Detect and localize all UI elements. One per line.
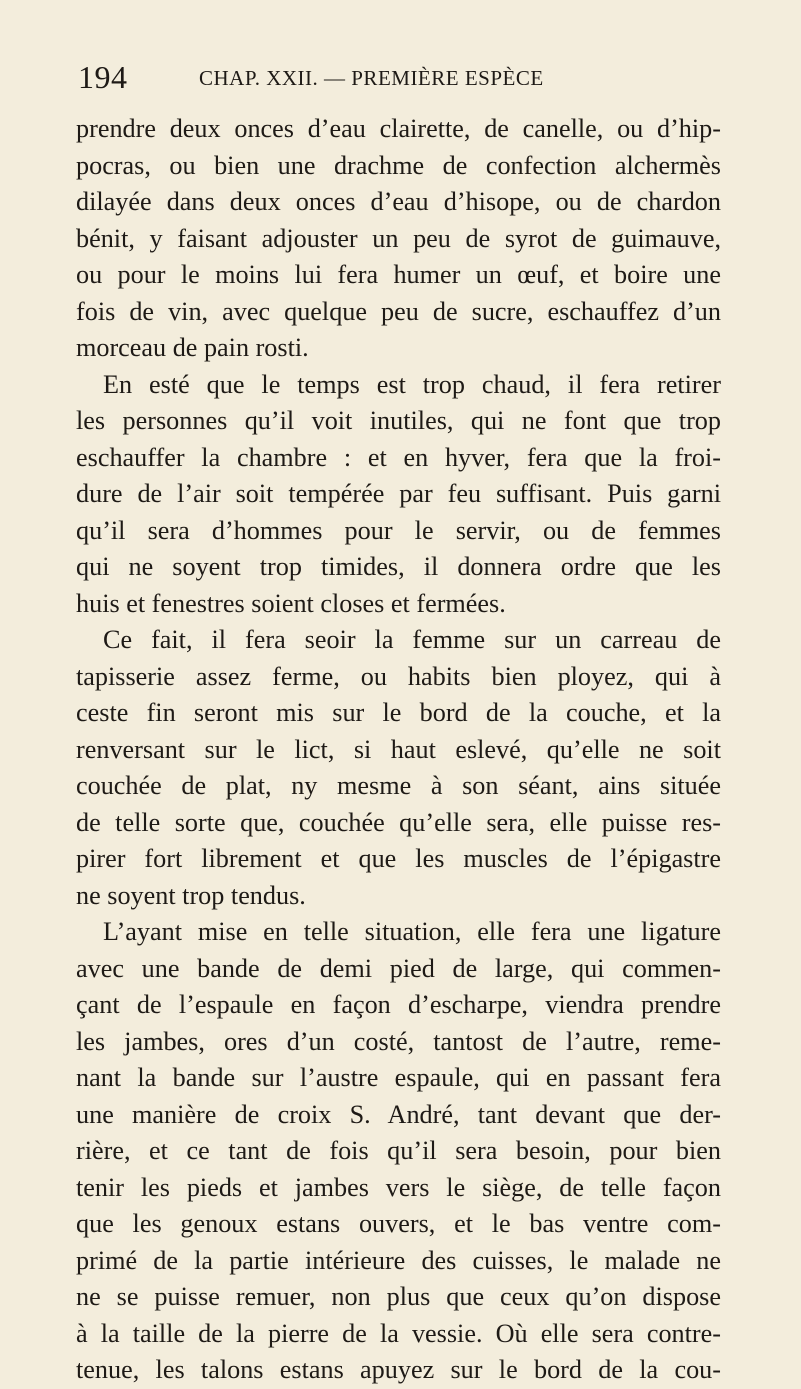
text-line: tenue, les talons estans apuyez sur le bord de la cou- bbox=[76, 1355, 721, 1384]
text-line: dilayée dans deux onces d’eau d’hisope, ou de chardon bbox=[76, 187, 721, 216]
text-line: primé de la partie intérieure des cuisses, le malade ne bbox=[76, 1245, 721, 1275]
text-line: pirer fort librement et que les muscles de l’épigastre bbox=[76, 844, 721, 873]
paragraph bbox=[76, 111, 721, 367]
text-line: que les genoux estans ouvers, et le bas ventre com- bbox=[76, 1209, 721, 1238]
text-line: ceste fin seront mis sur le bord de la couche, et la bbox=[76, 698, 721, 727]
text-line: tapisserie assez ferme, ou habits bien ployez, qui à bbox=[76, 661, 721, 691]
body-text bbox=[76, 111, 721, 1389]
text-line: eschauffer la chambre : et en hyver, fera que la froi- bbox=[76, 442, 721, 472]
text-line: à la taille de la pierre de la vessie. Où elle sera contre- bbox=[76, 1318, 721, 1348]
text-line: tenir les pieds et jambes vers le siège, de telle façon bbox=[76, 1172, 721, 1202]
text-line: ne soyent trop tendus. bbox=[76, 880, 306, 910]
text-line: rière, et ce tant de fois qu’il sera besoin, pour bien bbox=[76, 1136, 721, 1165]
paragraph bbox=[76, 914, 721, 1389]
text-line: renversant sur le lict, si haut eslevé, qu’elle ne soit bbox=[76, 734, 721, 764]
text-line: prendre deux onces d’eau clairette, de canelle, ou d’hip- bbox=[76, 114, 721, 143]
paragraph bbox=[76, 367, 721, 623]
running-head: CHAP. XXII. — PREMIÈRE ESPÈCE bbox=[199, 66, 544, 90]
text-line: bénit, y faisant adjouster un peu de syrot de guimauve, bbox=[76, 223, 721, 253]
text-line: qui ne soyent trop timides, il donnera ordre que les bbox=[76, 552, 721, 581]
text-line: pocras, ou bien une drachme de confection alchermès bbox=[76, 150, 721, 180]
paragraph bbox=[76, 622, 721, 914]
page-number: 194 bbox=[78, 59, 128, 95]
text-line: huis et fenestres soient closes et fermées. bbox=[76, 588, 506, 618]
text-line: ne se puisse remuer, non plus que ceux qu’on dispose bbox=[76, 1282, 721, 1311]
text-line: fois de vin, avec quelque peu de sucre, eschauffez d’un bbox=[76, 296, 721, 326]
text-line: les personnes qu’il voit inutiles, qui ne font que trop bbox=[76, 406, 721, 435]
text-line: avec une bande de demi pied de large, qui commen- bbox=[76, 953, 721, 983]
text-line: ou pour le moins lui fera humer un œuf, et boire une bbox=[76, 260, 721, 289]
text-line: En esté que le temps est trop chaud, il fera retirer bbox=[103, 369, 721, 399]
page-header bbox=[78, 60, 718, 94]
text-line: couchée de plat, ny mesme à son séant, ains située bbox=[76, 771, 721, 800]
text-line: nant la bande sur l’austre espaule, qui en passant fera bbox=[76, 1063, 721, 1092]
text-line: qu’il sera d’hommes pour le servir, ou de femmes bbox=[76, 515, 721, 545]
text-line: une manière de croix S. André, tant devant que der- bbox=[76, 1099, 721, 1129]
text-line: Ce fait, il fera seoir la femme sur un carreau de bbox=[103, 625, 721, 654]
text-line: les jambes, ores d’un costé, tantost de l’autre, reme- bbox=[76, 1026, 721, 1056]
text-line: de telle sorte que, couchée qu’elle sera, elle puisse res- bbox=[76, 807, 721, 837]
text-line: morceau de pain rosti. bbox=[76, 333, 309, 362]
text-line: L’ayant mise en telle situation, elle fera une ligature bbox=[103, 917, 721, 946]
text-line: çant de l’espaule en façon d’escharpe, viendra prendre bbox=[76, 990, 721, 1019]
text-line: dure de l’air soit tempérée par feu suffisant. Puis garni bbox=[76, 479, 721, 508]
